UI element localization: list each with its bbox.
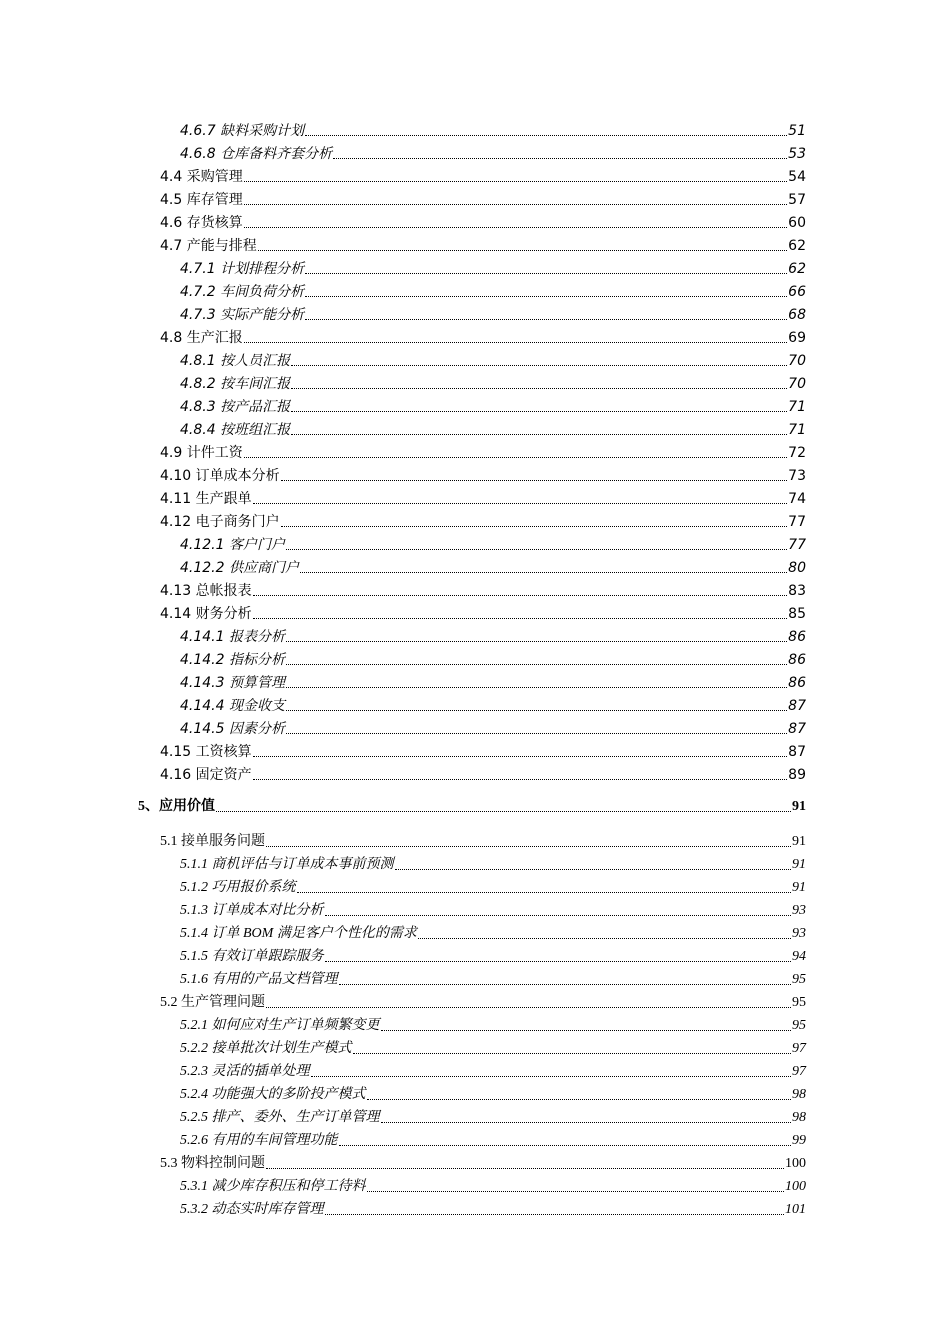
- dot-leader: [253, 756, 788, 757]
- toc-entry[interactable]: [160, 988, 806, 1011]
- toc-entry-title: 4.7.1 计划排程分析: [180, 261, 305, 277]
- dot-leader: [291, 388, 787, 389]
- toc-entry-title: 5.2.2 接单批次计划生产模式: [180, 1041, 352, 1056]
- toc-entry-page-number: 89: [788, 767, 806, 783]
- dot-leader: [339, 1145, 792, 1146]
- toc-entry[interactable]: [180, 1080, 806, 1103]
- toc-entry-page-number: 71: [788, 399, 806, 415]
- dot-leader: [325, 915, 792, 916]
- toc-entry-title: 4.12.2 供应商门户: [180, 560, 299, 576]
- toc-entry-title: 5.1.3 订单成本对比分析: [180, 903, 324, 918]
- dot-leader: [286, 549, 787, 550]
- toc-entry-page-number: 91: [792, 834, 806, 849]
- toc-entry-title: 4.6 存货核算: [160, 215, 243, 231]
- toc-entry[interactable]: [180, 919, 806, 942]
- dot-leader: [286, 733, 787, 734]
- toc-entry-page-number: 68: [788, 307, 806, 323]
- toc-entry[interactable]: [180, 553, 806, 576]
- toc-entry-title: 4.11 生产跟单: [160, 491, 252, 507]
- dot-leader: [258, 250, 787, 251]
- toc-entry-page-number: 54: [788, 169, 806, 185]
- toc-entry-page-number: 91: [792, 880, 806, 895]
- toc-entry-title: 4.14.1 报表分析: [180, 629, 285, 645]
- toc-entry[interactable]: [160, 827, 806, 850]
- toc-entry[interactable]: [180, 1103, 806, 1126]
- toc-entry-page-number: 51: [788, 123, 806, 139]
- toc-entry-title: 5.1.1 商机评估与订单成本事前预测: [180, 857, 394, 872]
- toc-entry-title: 4.8.2 按车间汇报: [180, 376, 291, 392]
- toc-entry-page-number: 101: [785, 1202, 806, 1217]
- toc-entry[interactable]: [160, 323, 806, 346]
- toc-entry-title: 4.8 生产汇报: [160, 330, 243, 346]
- dot-leader: [300, 572, 787, 573]
- dot-leader: [286, 641, 787, 642]
- toc-entry-page-number: 80: [788, 560, 806, 576]
- toc-entry[interactable]: [180, 1195, 806, 1218]
- toc-entry[interactable]: [160, 185, 806, 208]
- toc-entry-page-number: 100: [785, 1179, 806, 1194]
- dot-leader: [253, 618, 788, 619]
- toc-entry-title: 4.15 工资核算: [160, 744, 252, 760]
- toc-entry[interactable]: [180, 392, 806, 415]
- toc-entry-title: 4.12 电子商务门户: [160, 514, 280, 530]
- toc-entry-title: 5.2.1 如何应对生产订单频繁变更: [180, 1018, 380, 1033]
- toc-entry-title: 5.3.2 动态实时库存管理: [180, 1202, 324, 1217]
- dot-leader: [311, 1076, 792, 1077]
- toc-entry[interactable]: [180, 645, 806, 668]
- toc-entry-title: 5.1.6 有用的产品文档管理: [180, 972, 338, 987]
- toc-entry[interactable]: [160, 162, 806, 185]
- toc-entry-title: 5.2.3 灵活的插单处理: [180, 1064, 310, 1079]
- toc-entry[interactable]: [160, 484, 806, 507]
- toc-entry-title: 5.3 物料控制问题: [160, 1156, 265, 1171]
- dot-leader: [305, 135, 787, 136]
- dot-leader: [367, 1191, 785, 1192]
- toc-entry[interactable]: [160, 760, 806, 783]
- toc-entry-title: 5.1.5 有效订单跟踪服务: [180, 949, 324, 964]
- toc-entry-title: 4.14.3 预算管理: [180, 675, 285, 691]
- dot-leader: [305, 319, 787, 320]
- toc-entry-title: 4.6.8 仓库备料齐套分析: [180, 146, 333, 162]
- dot-leader: [253, 779, 788, 780]
- toc-entry[interactable]: [180, 530, 806, 553]
- toc-entry-page-number: 86: [788, 629, 806, 645]
- dot-leader: [281, 480, 788, 481]
- toc-entry[interactable]: [180, 873, 806, 896]
- toc-entry-title: 4.14.2 指标分析: [180, 652, 285, 668]
- toc-entry-page-number: 97: [792, 1041, 806, 1056]
- dot-leader: [244, 204, 787, 205]
- toc-entry-page-number: 93: [792, 903, 806, 918]
- toc-entry[interactable]: [180, 965, 806, 988]
- toc-entry[interactable]: [180, 1172, 806, 1195]
- toc-entry[interactable]: [180, 1034, 806, 1057]
- toc-entry[interactable]: [180, 1057, 806, 1080]
- toc-entry[interactable]: [180, 369, 806, 392]
- table-of-contents: [138, 116, 806, 1218]
- toc-entry-title: 4.5 库存管理: [160, 192, 243, 208]
- toc-entry[interactable]: [180, 139, 806, 162]
- toc-entry-page-number: 98: [792, 1087, 806, 1102]
- toc-entry[interactable]: [138, 783, 806, 817]
- toc-entry-title: 4.14.4 现金收支: [180, 698, 285, 714]
- dot-leader: [381, 1030, 792, 1031]
- toc-entry-page-number: 70: [788, 353, 806, 369]
- dot-leader: [325, 961, 792, 962]
- toc-entry-page-number: 53: [788, 146, 806, 162]
- toc-entry[interactable]: [180, 668, 806, 691]
- toc-entry[interactable]: [160, 1149, 806, 1172]
- toc-entry[interactable]: [180, 254, 806, 277]
- dot-leader: [291, 365, 787, 366]
- dot-leader: [291, 411, 787, 412]
- dot-leader: [253, 503, 788, 504]
- toc-entry-title: 4.7 产能与排程: [160, 238, 257, 254]
- toc-entry[interactable]: [160, 231, 806, 254]
- dot-leader: [266, 1007, 791, 1008]
- toc-entry-page-number: 86: [788, 675, 806, 691]
- toc-entry-title: 4.4 采购管理: [160, 169, 243, 185]
- toc-entry[interactable]: [180, 942, 806, 965]
- dot-leader: [418, 938, 791, 939]
- toc-entry[interactable]: [180, 1011, 806, 1034]
- dot-leader: [395, 869, 792, 870]
- toc-entry-title: 4.10 订单成本分析: [160, 468, 280, 484]
- toc-entry[interactable]: [160, 507, 806, 530]
- dot-leader: [266, 846, 791, 847]
- dot-leader: [291, 434, 787, 435]
- toc-entry-page-number: 87: [788, 721, 806, 737]
- toc-entry-title: 4.9 计件工资: [160, 445, 243, 461]
- toc-entry-title: 5.2 生产管理问题: [160, 995, 265, 1010]
- dot-leader: [353, 1053, 792, 1054]
- toc-entry-title: 4.12.1 客户门户: [180, 537, 285, 553]
- toc-entry[interactable]: [160, 438, 806, 461]
- toc-entry-page-number: 93: [792, 926, 806, 941]
- toc-entry-title: 4.8.4 按班组汇报: [180, 422, 291, 438]
- toc-entry-page-number: 97: [792, 1064, 806, 1079]
- toc-entry-page-number: 87: [788, 744, 806, 760]
- dot-leader: [266, 1168, 784, 1169]
- dot-leader: [333, 158, 787, 159]
- toc-entry[interactable]: [180, 415, 806, 438]
- toc-entry-page-number: 95: [792, 995, 806, 1010]
- toc-entry[interactable]: [180, 691, 806, 714]
- dot-leader: [253, 595, 788, 596]
- toc-entry-page-number: 100: [785, 1156, 806, 1171]
- toc-entry[interactable]: [180, 300, 806, 323]
- toc-entry-page-number: 98: [792, 1110, 806, 1125]
- toc-entry-page-number: 87: [788, 698, 806, 714]
- toc-entry-page-number: 72: [788, 445, 806, 461]
- dot-leader: [286, 664, 787, 665]
- toc-entry-page-number: 73: [788, 468, 806, 484]
- toc-entry-page-number: 83: [788, 583, 806, 599]
- toc-entry[interactable]: [160, 576, 806, 599]
- toc-entry[interactable]: [160, 461, 806, 484]
- toc-entry-page-number: 69: [788, 330, 806, 346]
- toc-entry[interactable]: [180, 346, 806, 369]
- toc-entry[interactable]: [160, 599, 806, 622]
- toc-entry-title: 4.7.2 车间负荷分析: [180, 284, 305, 300]
- toc-entry[interactable]: [160, 737, 806, 760]
- toc-entry[interactable]: [160, 208, 806, 231]
- toc-entry-page-number: 95: [792, 972, 806, 987]
- toc-entry-page-number: 74: [788, 491, 806, 507]
- toc-entry-title: 5.2.5 排产、委外、生产订单管理: [180, 1110, 380, 1125]
- toc-entry-page-number: 91: [792, 799, 806, 814]
- dot-leader: [244, 457, 787, 458]
- toc-entry-page-number: 62: [788, 261, 806, 277]
- toc-entry-page-number: 77: [788, 537, 806, 553]
- toc-entry-title: 4.7.3 实际产能分析: [180, 307, 305, 323]
- toc-entry-title: 4.16 固定资产: [160, 767, 252, 783]
- toc-entry-page-number: 70: [788, 376, 806, 392]
- toc-entry-page-number: 95: [792, 1018, 806, 1033]
- dot-leader: [244, 181, 787, 182]
- toc-entry-title: 5、应用价值: [138, 799, 215, 814]
- toc-entry-title: 5.3.1 减少库存积压和停工待料: [180, 1179, 366, 1194]
- dot-leader: [281, 526, 788, 527]
- toc-entry-title: 4.13 总帐报表: [160, 583, 252, 599]
- toc-entry-title: 4.14 财务分析: [160, 606, 252, 622]
- toc-entry-page-number: 57: [788, 192, 806, 208]
- toc-entry-page-number: 62: [788, 238, 806, 254]
- toc-entry[interactable]: [180, 1126, 806, 1149]
- toc-entry-page-number: 94: [792, 949, 806, 964]
- toc-entry-title: 4.8.1 按人员汇报: [180, 353, 291, 369]
- toc-entry-title: 4.14.5 因素分析: [180, 721, 285, 737]
- toc-entry-title: 5.1.2 巧用报价系统: [180, 880, 296, 895]
- toc-entry-page-number: 85: [788, 606, 806, 622]
- dot-leader: [339, 984, 792, 985]
- dot-leader: [305, 273, 787, 274]
- toc-entry[interactable]: [180, 277, 806, 300]
- toc-entry[interactable]: [180, 896, 806, 919]
- toc-entry-page-number: 86: [788, 652, 806, 668]
- dot-leader: [367, 1099, 792, 1100]
- toc-entry-page-number: 99: [792, 1133, 806, 1148]
- toc-entry-title: 4.6.7 缺料采购计划: [180, 123, 305, 139]
- toc-entry-title: 4.8.3 按产品汇报: [180, 399, 291, 415]
- dot-leader: [381, 1122, 792, 1123]
- toc-entry-title: 5.1 接单服务问题: [160, 834, 265, 849]
- toc-entry-page-number: 60: [788, 215, 806, 231]
- toc-entry-page-number: 77: [788, 514, 806, 530]
- toc-entry-page-number: 66: [788, 284, 806, 300]
- dot-leader: [325, 1214, 785, 1215]
- toc-entry[interactable]: [180, 116, 806, 139]
- toc-entry[interactable]: [180, 622, 806, 645]
- dot-leader: [216, 811, 791, 812]
- dot-leader: [244, 227, 787, 228]
- toc-entry-page-number: 91: [792, 857, 806, 872]
- dot-leader: [297, 892, 792, 893]
- dot-leader: [286, 687, 787, 688]
- toc-entry[interactable]: [180, 714, 806, 737]
- toc-entry-title: 5.2.4 功能强大的多阶投产模式: [180, 1087, 366, 1102]
- toc-entry[interactable]: [180, 850, 806, 873]
- toc-entry-title: 5.2.6 有用的车间管理功能: [180, 1133, 338, 1148]
- dot-leader: [244, 342, 787, 343]
- dot-leader: [286, 710, 787, 711]
- toc-entry-page-number: 71: [788, 422, 806, 438]
- toc-entry-title: 5.1.4 订单 BOM 满足客户个性化的需求: [180, 926, 417, 941]
- dot-leader: [305, 296, 787, 297]
